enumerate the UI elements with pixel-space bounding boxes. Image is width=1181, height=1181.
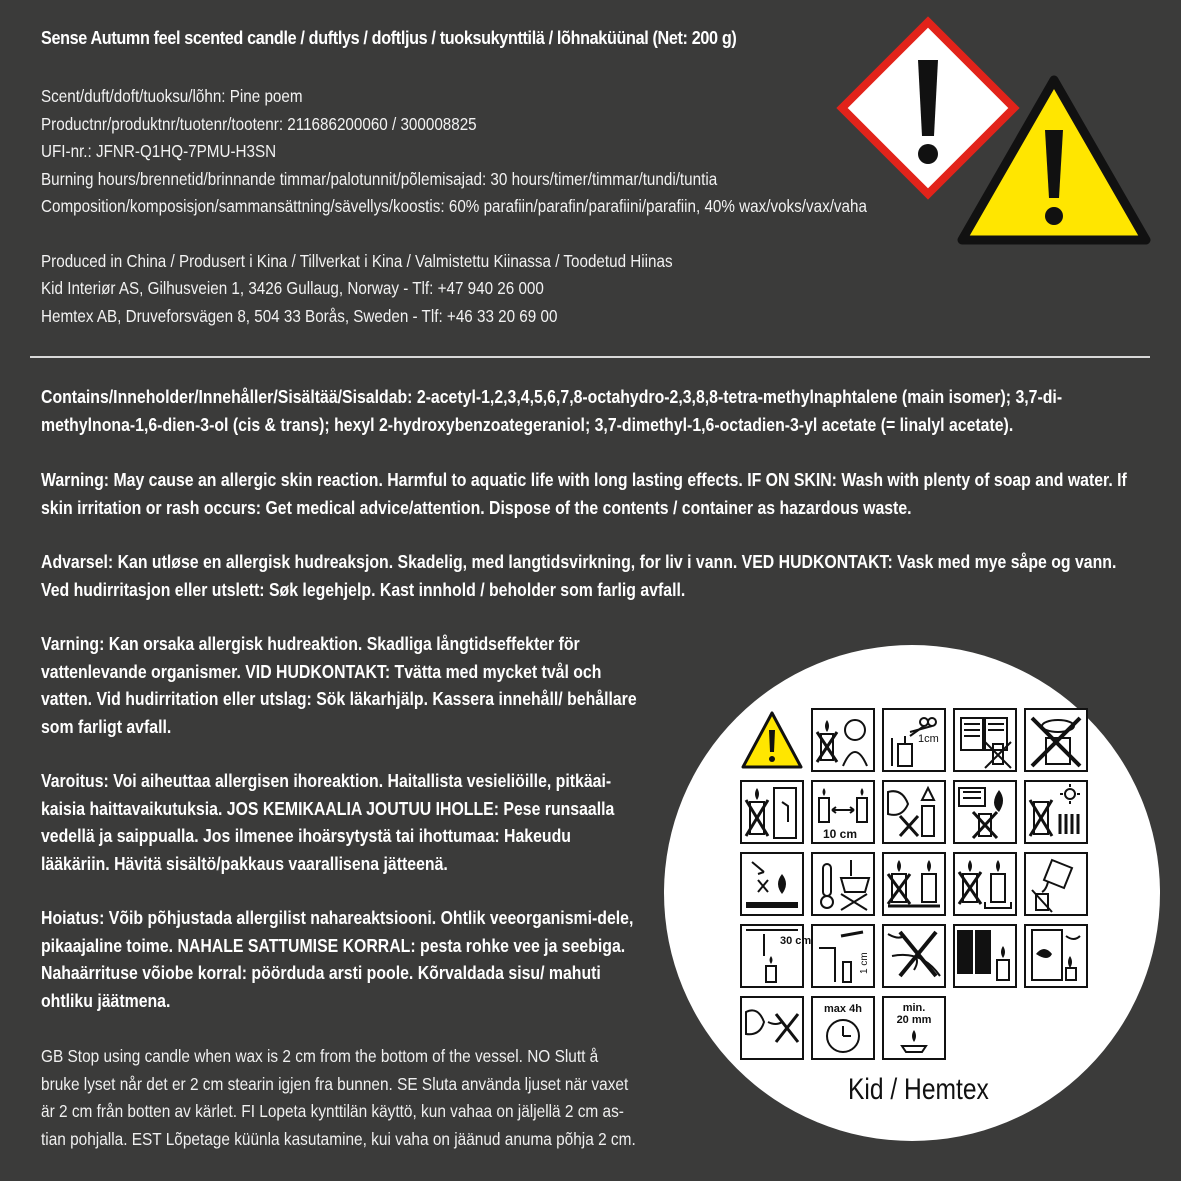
no-blow-icon bbox=[740, 996, 804, 1060]
trim-wick-icon bbox=[882, 708, 946, 772]
burning-hours-line: Burning hours/brennetid/brinnande timmar/palotunnit/põlemisajad: 30 hours/timer/timmar/tundi/tuntia bbox=[41, 168, 718, 189]
one-cm-text: 1cm bbox=[918, 733, 939, 745]
max-4h-clock-icon bbox=[811, 996, 875, 1060]
small-warning-icon bbox=[740, 710, 804, 770]
scent-line: Scent/duft/doft/tuoksu/lõhn: Pine poem bbox=[41, 86, 303, 106]
section-divider bbox=[30, 356, 1150, 358]
upright-candle-icon bbox=[953, 852, 1017, 916]
product-info bbox=[41, 83, 867, 330]
produced-line: Produced in China / Produsert i Kina / Tillverkat i Kina / Valmistettu Kiinassa / Toodetud Hiinas bbox=[41, 250, 673, 271]
warning-no: Advarsel: Kan utløse en allergisk hudreaksjon. Skadelig, med langtidsvirkning, for liv i vann. VED HUDKONTAKT: Vask med mye såpe og vann. Ved hudirritasjon eller utslett: Søk legehjelp. Kast innhold / beholder som farlig avfall. bbox=[41, 552, 1117, 600]
no-sun-heater-icon bbox=[1024, 780, 1088, 844]
no-stacking-icon bbox=[1024, 708, 1088, 772]
keep-from-children-icon bbox=[811, 708, 875, 772]
brand-text: Kid / Hemtex bbox=[848, 1073, 989, 1106]
no-curtains-icon bbox=[953, 924, 1017, 988]
ufi-line: UFI-nr.: JFNR-Q1HQ-7PMU-H3SN bbox=[41, 141, 277, 161]
thirty-cm-text: 30 cm bbox=[780, 935, 812, 947]
min-text: min. 20 mm bbox=[896, 1002, 932, 1026]
stop-using-text: GB Stop using candle when wax is 2 cm from the bottom of the vessel. NO Slutt å bruke lyset når det er 2 cm stearin igjen fra bunnen. SE Sluta använda ljuset när vaxet är 2 cm från botten av kärlet. FI Lopeta kynttilän käyttö, kun vahaa on jäljellä 2 cm as-tian pohjalla. EST Lõpetage küünla kasutamine, kui vaha on jäänud anuma põhja 2 cm. bbox=[41, 1046, 636, 1149]
hemtex-address-line: Hemtex AB, Druveforsvägen 8, 504 33 Borås, Sweden - Tlf: +46 33 20 69 00 bbox=[41, 305, 558, 326]
no-pets-flame-icon bbox=[1024, 924, 1088, 988]
heat-resistant-surface-icon bbox=[811, 852, 875, 916]
warning-en: Warning: May cause an allergic skin reaction. Harmful to aquatic life with long lasting effects. IF ON SKIN: Wash with plenty of soap and water. If skin irritation or rash occurs: Get medical advice/attention. Dispose of the contents / container as hazardous waste. bbox=[41, 470, 1127, 518]
no-draught-icon bbox=[740, 780, 804, 844]
min-20mm-icon bbox=[882, 996, 946, 1060]
warning-ee: Hoiatus: Võib põhjustada allergilist nahareaktsiooni. Ohtlik veeorganismi-dele, pikaajaline toime. NAHALE SATTUMISE KORRAL: pesta rohke vee ja seebiga. Nahaärrituse võiobe korral: pöörduda arsti poole. Kõrvaldada sisu/ mahuti ohtliku jäätmena. bbox=[41, 908, 634, 1011]
one-cm-b-text: 1 cm bbox=[859, 952, 870, 974]
wick-length-icon bbox=[811, 924, 875, 988]
candle-holder-icon bbox=[882, 852, 946, 916]
warning-triangle-icon bbox=[956, 74, 1152, 246]
no-water-extinguish-icon bbox=[1024, 852, 1088, 916]
warning-fi: Varoitus: Voi aiheuttaa allergisen ihoreaktion. Haitallista vesieliöille, pitkäai-kaisia haittavaikutuksia. JOS KEMIKAALIA JOUTUU IHOLLE: Pese runsaalla vedellä ja saippualla. Jos ilmenee ihoärsytystä tai ihottumaa: Hakeudu lääkäriin. Hävitä sisältö/pakkaus vaarallisena jätteenä. bbox=[41, 771, 615, 874]
max-4h-text: max 4h bbox=[824, 1003, 862, 1015]
kid-address-line: Kid Interiør AS, Gilhusveien 1, 3426 Gullaug, Norway - Tlf: +47 940 26 000 bbox=[41, 278, 544, 298]
distance-10cm-icon bbox=[811, 780, 875, 844]
no-flammable-near-icon bbox=[953, 708, 1017, 772]
composition-line: Composition/komposisjon/sammansättning/sävellys/koostis: 60% parafiin/parafin/parafiini/parafiin, 40% wax/voks/vax/vaha bbox=[41, 196, 867, 216]
product-number-line: Productnr/produktnr/tuotenr/tootenr: 211686200060 / 300008825 bbox=[41, 113, 477, 134]
no-heat-source-icon bbox=[953, 780, 1017, 844]
no-flying-sparks-icon bbox=[740, 852, 804, 916]
contains-text: Contains/Inneholder/Innehåller/Sisältää/Sisaldab: 2-acetyl-1,2,3,4,5,6,7,8-octahydro-2,3,8,8-tetra-methylnaphtalene (main isomer); 3,7-di-methylnona-1,6-dien-3-ol (cis & trans); hexyl 2-hydroxybenzoategeraniol; 3,7-dimethyl-1,6-octadien-3-yl acetate (= linalyl acetate). bbox=[41, 387, 1063, 435]
warning-se: Varning: Kan orsaka allergisk hudreaktion. Skadliga långtidseffekter för vattenlevande organismer. VID HUDKONTAKT: Tvätta med mycket tvål och vatten. Vid hudirritation eller utslag: Sök läkarhjälp. Kassera innehåll/ behållare som farligt avfall. bbox=[41, 634, 637, 737]
clearance-30cm-icon bbox=[740, 924, 812, 988]
no-fabric-icon bbox=[882, 924, 946, 988]
no-blowing-out-icon bbox=[882, 780, 946, 844]
product-title: Sense Autumn feel scented candle / duftlys / doftljus / tuoksukynttilä / lõhnaküünal (Net: 200 g) bbox=[41, 28, 737, 48]
ten-cm-text: 10 cm bbox=[823, 827, 858, 841]
